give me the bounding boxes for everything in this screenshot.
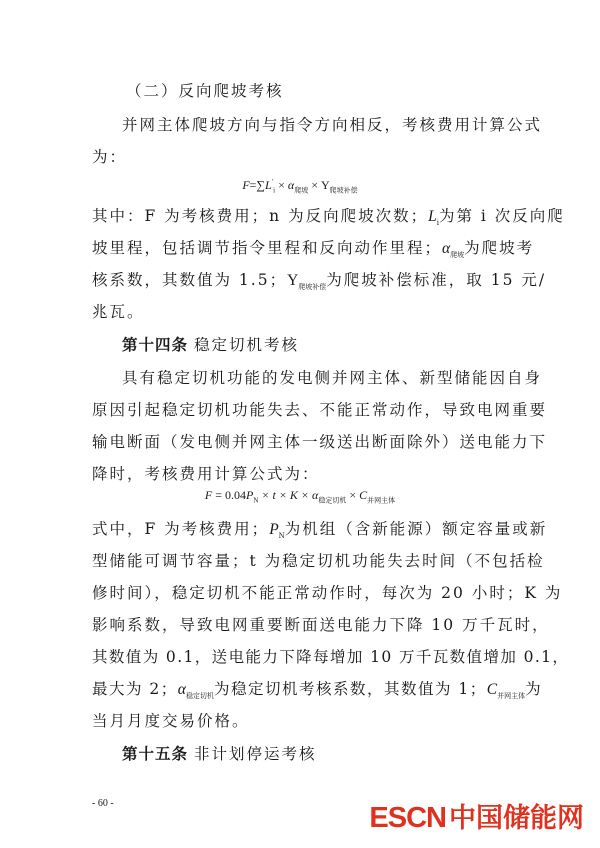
paragraph-line	[92, 678, 543, 707]
text-segment: 为爬坡考	[464, 239, 535, 257]
formula-term: 并网主体	[367, 496, 396, 505]
symbol: L	[428, 208, 437, 225]
article-label: 第十四条	[122, 335, 189, 354]
escn-watermark-logo	[369, 796, 584, 835]
symbol: α	[442, 240, 451, 257]
paragraph-line: 输电断面（发电侧并网主体一级送出断面除外）送电能力下	[92, 433, 548, 451]
paragraph-line: 影响系数，导致电网重要断面送电能力下降 10 万千瓦时，	[92, 616, 550, 634]
paragraph-line: 原因引起稳定切机功能失去、不能正常动作，导致电网重要	[92, 401, 548, 419]
symbol-subscript: 爬坡补偿	[298, 283, 327, 292]
paragraph-line: 为：	[92, 148, 128, 166]
formula-term: L	[264, 178, 272, 192]
section-heading: （二）反向爬坡考核	[126, 82, 284, 100]
paragraph-line	[92, 237, 535, 266]
formula-reverse-ramp	[0, 173, 600, 199]
page-number: - 60 -	[92, 798, 114, 809]
article-14-heading	[122, 334, 512, 356]
text-segment: 式中，F 为考核费用；	[92, 520, 270, 538]
paragraph-line: 当月月度交易价格。	[92, 712, 250, 730]
symbol: P	[269, 521, 279, 538]
paragraph-line: 修时间），稳定切机不能正常动作时，每次为 20 小时；K 为	[92, 584, 563, 602]
formula-term: F	[204, 488, 213, 502]
formula-term: Y	[321, 178, 330, 192]
text-segment: 为爬坡补偿标准，取 15 元/	[326, 271, 547, 289]
formula-term: C	[359, 488, 368, 502]
formula-term: 爬坡补偿	[329, 186, 358, 195]
formula-term: ×	[308, 178, 321, 192]
formula-term: 爬坡	[294, 186, 309, 195]
text-segment: 为第 i 次反向爬	[438, 207, 565, 225]
article-title: 非计划停运考核	[194, 745, 317, 763]
text-segment: 其中：F 为考核费用；n 为反向爬坡次数；	[92, 207, 429, 225]
watermark-chinese: 中国储能网	[449, 803, 584, 833]
symbol: α	[177, 681, 186, 698]
watermark-latin: ESCN	[369, 802, 446, 834]
text-segment: 为机组（含新能源）额定容量或新	[284, 520, 548, 538]
text-segment: 为稳定切机考核系数，其数值为 1；	[213, 680, 487, 698]
article-title: 稳定切机考核	[194, 336, 300, 354]
paragraph-line: 兆瓦。	[92, 303, 145, 321]
symbol-subscript: i	[436, 219, 439, 228]
symbol: C	[486, 681, 498, 698]
paragraph-line: 并网主体爬坡方向与指令方向相反，考核费用计算公式	[122, 116, 543, 134]
article-15-heading	[122, 743, 512, 765]
article-label: 第十五条	[122, 744, 189, 763]
formula-term: α	[312, 488, 319, 502]
formula-term: × t × K ×	[258, 488, 313, 502]
formula-term: = 0.04	[212, 488, 246, 502]
symbol: Y	[287, 272, 299, 289]
paragraph-line	[92, 269, 547, 298]
symbol-subscript: N	[278, 532, 285, 541]
formula-term: =∑	[249, 178, 265, 192]
text-segment: 为	[525, 680, 543, 698]
formula-term: ×	[275, 178, 288, 192]
paragraph-line: 型储能可调节容量；t 为稳定切机功能失去时间（不包括检	[92, 552, 545, 570]
formula-term: F	[242, 178, 250, 192]
symbol-subscript: 并网主体	[497, 692, 526, 701]
symbol-subscript: 稳定切机	[185, 692, 214, 701]
text-segment: 核系数，其数值为 1.5；	[92, 271, 288, 289]
formula-term: '	[271, 178, 274, 186]
formula-term: N	[253, 496, 259, 505]
paragraph-line: 降时，考核费用计算公式为：	[92, 465, 320, 483]
text-segment: 坡里程，包括调节指令里程和反向动作里程；	[92, 239, 443, 257]
symbol-subscript: 爬坡	[450, 251, 465, 260]
formula-term: ×	[346, 488, 360, 502]
paragraph-line	[92, 205, 565, 234]
text-segment: 最大为 2；	[92, 680, 178, 698]
formula-stability-tripping	[0, 486, 600, 509]
paragraph-line	[92, 518, 548, 547]
formula-term: i	[273, 186, 276, 195]
formula-term: 稳定切机	[318, 496, 347, 505]
formula-term: α	[287, 178, 295, 192]
paragraph-line: 其数值为 0.1，送电能力下降每增加 10 万千瓦数值增加 0.1，	[92, 648, 570, 666]
paragraph-line: 具有稳定切机功能的发电侧并网主体、新型储能因自身	[122, 369, 543, 387]
formula-term: P	[245, 488, 254, 502]
